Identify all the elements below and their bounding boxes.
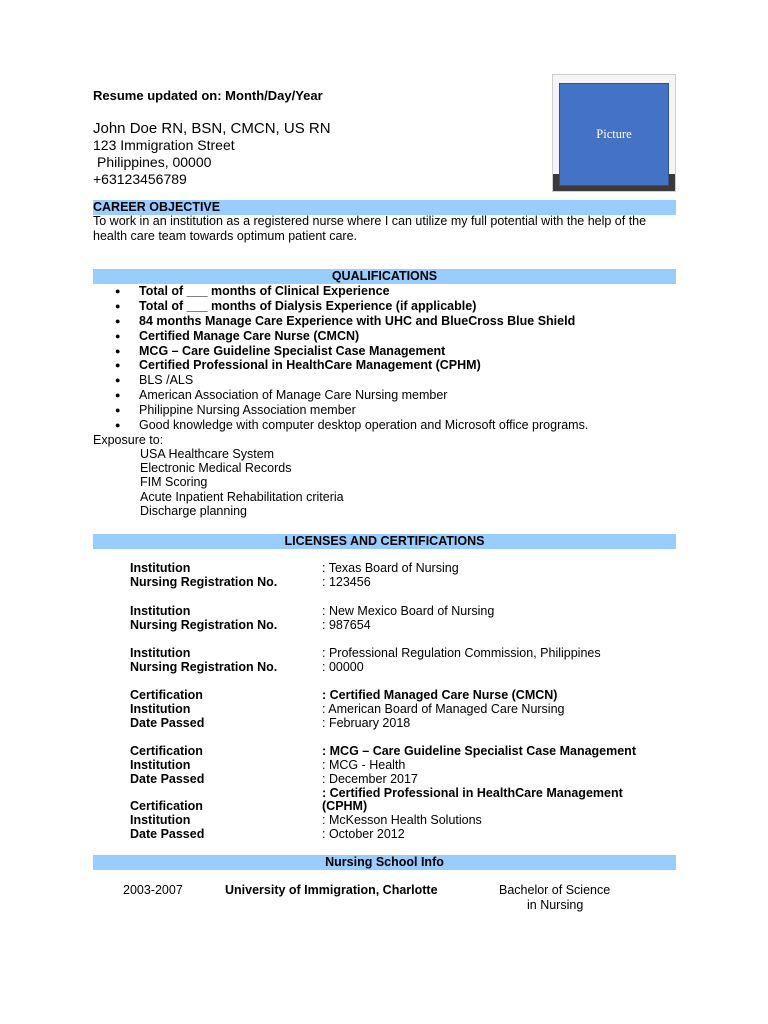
school-years: 2003-2007 — [123, 883, 183, 897]
bullet-icon: ● — [115, 420, 121, 431]
registration-value: : 987654 — [322, 618, 371, 632]
registration-label: Nursing Registration No. — [130, 575, 278, 589]
date-passed-label: Date Passed — [130, 716, 205, 730]
certification-label: Certification — [130, 688, 203, 702]
certification-value-line-2: (CPHM) — [322, 799, 368, 813]
institution-label: Institution — [130, 646, 191, 660]
bullet-icon: ● — [115, 390, 121, 401]
bullet-icon: ● — [115, 375, 121, 386]
certification-label: Certification — [130, 744, 203, 758]
bullet-icon: ● — [115, 330, 121, 341]
career-objective-heading: CAREER OBJECTIVE — [93, 200, 221, 214]
licenses-heading: LICENSES AND CERTIFICATIONS — [284, 534, 485, 548]
bullet-icon: ● — [115, 345, 121, 356]
date-passed-label: Date Passed — [130, 827, 205, 841]
institution-label: Institution — [130, 813, 191, 827]
institution-value: : McKesson Health Solutions — [322, 813, 482, 827]
bullet-icon: ● — [115, 405, 121, 416]
registration-label: Nursing Registration No. — [130, 618, 278, 632]
applicant-name: John Doe RN, BSN, CMCN, US RN — [93, 120, 331, 137]
list-item: ● Certified Manage Care Nurse (CMCN) — [115, 328, 360, 343]
institution-label: Institution — [130, 702, 191, 716]
list-item: ● Total of ___ months of Clinical Experience — [115, 284, 390, 298]
qualifications-heading: QUALIFICATIONS — [331, 269, 438, 283]
certification-label: Certification — [130, 799, 203, 813]
address-city: Philippines, 00000 — [97, 154, 212, 170]
resume-updated-date: Resume updated on: Month/Day/Year — [93, 88, 323, 103]
phone-number: +63123456789 — [93, 171, 187, 187]
list-item: Electronic Medical Records — [140, 461, 292, 476]
exposure-label: Exposure to: — [93, 433, 164, 447]
bullet-icon: ● — [115, 300, 121, 311]
list-item: ● Total of ___ months of Dialysis Experience (if applicable) — [115, 298, 477, 313]
career-objective-line-1: To work in an institution as a registered nurse where I can utilize my full potential with the help of the — [93, 214, 647, 228]
institution-value: : Professional Regulation Commission, Philippines — [322, 646, 601, 660]
certification-value: : MCG – Care Guideline Specialist Case Management — [322, 744, 636, 758]
date-passed-label: Date Passed — [130, 772, 205, 786]
date-passed-value: : October 2012 — [322, 827, 405, 841]
licenses-bar — [93, 534, 676, 549]
list-item: USA Healthcare System — [140, 447, 275, 461]
date-passed-value: : February 2018 — [322, 716, 411, 730]
qualifications-list — [113, 284, 588, 433]
nursing-school-heading: Nursing School Info — [325, 855, 444, 869]
list-item: Acute Inpatient Rehabilitation criteria — [140, 489, 344, 504]
certification-value-line-1: : Certified Professional in HealthCare Management — [322, 786, 623, 800]
bullet-icon: ● — [115, 286, 121, 296]
list-item: ● Philippine Nursing Association member — [115, 403, 356, 418]
degree-line-2: in Nursing — [527, 898, 584, 912]
bullet-icon: ● — [115, 315, 121, 326]
school-name: University of Immigration, Charlotte — [225, 883, 438, 897]
list-item: ● 84 months Manage Care Experience with UHC and BlueCross Blue Shield — [115, 313, 576, 328]
bullet-icon: ● — [115, 360, 121, 371]
list-item: Discharge planning — [140, 503, 248, 518]
list-item: ● Good knowledge with computer desktop operation and Microsoft office programs. — [115, 418, 589, 433]
institution-label: Institution — [130, 561, 191, 575]
photo-label: Picture — [596, 127, 632, 141]
qualifications-bar — [93, 269, 676, 284]
list-item: ● Certified Professional in HealthCare Management (CPHM) — [115, 358, 481, 373]
institution-label: Institution — [130, 604, 191, 618]
institution-value: : New Mexico Board of Nursing — [322, 604, 495, 618]
registration-value: : 123456 — [322, 575, 371, 589]
date-passed-value: : December 2017 — [322, 772, 418, 786]
registration-value: : 00000 — [322, 660, 364, 674]
nursing-school-bar — [93, 855, 676, 870]
list-item: ● BLS /ALS — [115, 373, 194, 388]
certification-value: : Certified Managed Care Nurse (CMCN) — [322, 688, 558, 702]
list-item: ● American Association of Manage Care Nursing member — [115, 388, 448, 403]
photo-placeholder[interactable] — [559, 83, 669, 186]
registration-label: Nursing Registration No. — [130, 660, 278, 674]
institution-value: : MCG - Health — [322, 758, 406, 772]
list-item: ● MCG – Care Guideline Specialist Case Management — [115, 343, 446, 358]
institution-label: Institution — [130, 758, 191, 772]
exposure-list — [140, 447, 344, 518]
institution-value: : Texas Board of Nursing — [322, 561, 459, 575]
address-street: 123 Immigration Street — [93, 137, 235, 153]
career-objective-line-2: health care team towards optimum patient care. — [93, 229, 358, 243]
institution-value: : American Board of Managed Care Nursing — [322, 702, 565, 716]
list-item: FIM Scoring — [140, 475, 208, 490]
degree-line-1: Bachelor of Science — [499, 883, 611, 897]
